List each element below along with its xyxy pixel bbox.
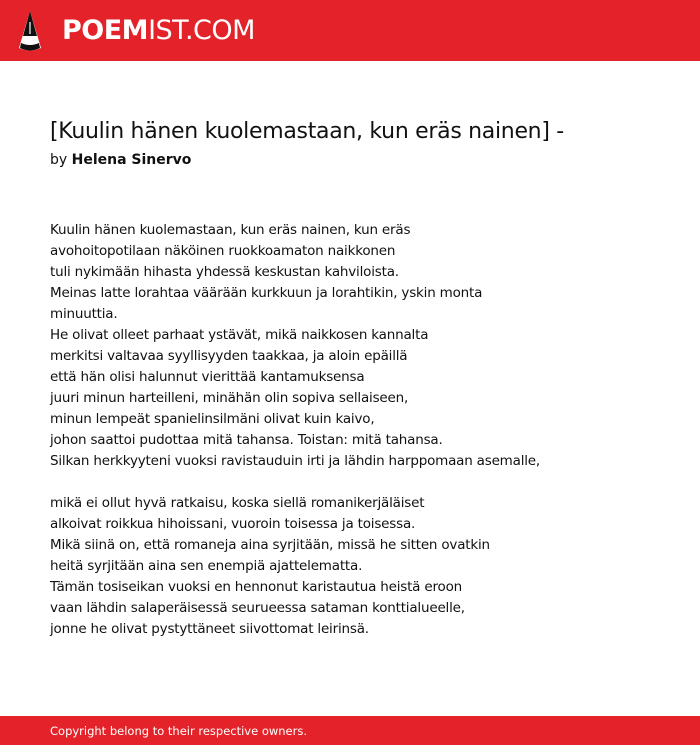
pen-nib-icon[interactable]: [18, 10, 42, 52]
poem-line: juuri minun harteilleni, minähän olin sopiva sellaiseen,: [50, 390, 409, 406]
poem-line: alkoivat roikkua hihoissani, vuoroin toisessa ja toisessa.: [50, 516, 416, 532]
poem-line: Silkan herkkyyteni vuoksi ravistauduin irti ja lähdin harppomaan asemalle,: [50, 453, 541, 469]
site-logo[interactable]: [62, 14, 255, 48]
poem-author: Helena Sinervo: [71, 152, 192, 168]
poem-body: [50, 220, 670, 661]
site-footer: [0, 716, 700, 745]
logo-bold-text: POEM: [62, 15, 149, 46]
poem-stanza: [50, 220, 670, 472]
poem-line: minuuttia.: [50, 306, 118, 322]
by-label: by: [50, 152, 68, 168]
poem-line: avohoitopotilaan näköinen ruokkoamaton naikkonen: [50, 243, 396, 259]
poem-line: mikä ei ollut hyvä ratkaisu, koska siellä romanikerjäläiset: [50, 495, 425, 511]
poem-line: Meinas latte lorahtaa väärään kurkkuun ja lorahtikin, yskin monta: [50, 285, 483, 301]
poem-stanza: [50, 493, 670, 640]
poem-line: He olivat olleet parhaat ystävät, mikä naikkosen kannalta: [50, 327, 429, 343]
poem-line: että hän olisi halunnut vierittää kantamuksensa: [50, 369, 365, 385]
poem-line: heitä syrjitään aina sen enempiä ajattelematta.: [50, 558, 363, 574]
copyright-text: Copyright belong to their respective owners.: [50, 724, 308, 738]
poem-line: Kuulin hänen kuolemastaan, kun eräs nainen, kun eräs: [50, 222, 411, 238]
poem-line: minun lempeät spanielinsilmäni olivat kuin kaivo,: [50, 411, 375, 427]
logo-light-text: IST.COM: [148, 15, 255, 46]
poem-line: johon saattoi pudottaa mitä tahansa. Toistan: mitä tahansa.: [50, 432, 443, 448]
poem-line: tuli nykimään hihasta yhdessä keskustan kahviloista.: [50, 264, 399, 280]
poem-line: merkitsi valtavaa syyllisyyden taakkaa, ja aloin epäillä: [50, 348, 408, 364]
poem-line: Tämän tosiseikan vuoksi en hennonut karistautua heistä eroon: [50, 579, 462, 595]
site-header: [0, 0, 700, 61]
poem-title: [Kuulin hänen kuolemastaan, kun eräs nainen] -: [50, 119, 564, 144]
poem-byline: [50, 150, 191, 170]
poem-line: jonne he olivat pystyttäneet siivottomat leirinsä.: [50, 621, 369, 637]
poem-line: vaan lähdin salaperäisessä seurueessa sataman konttialueelle,: [50, 600, 465, 616]
poem-line: Mikä siinä on, että romaneja aina syrjitään, missä he sitten ovatkin: [50, 537, 490, 553]
